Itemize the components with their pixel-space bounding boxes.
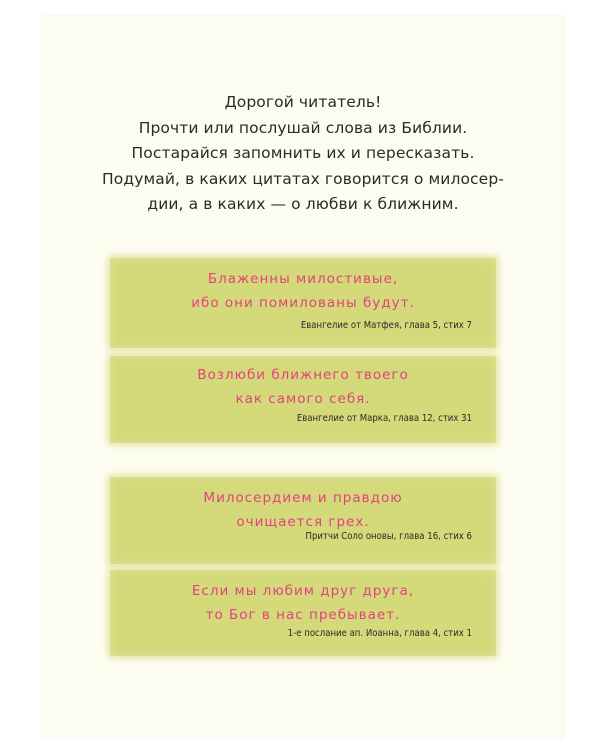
intro-line-remember: Постарайся запомнить их и пересказать.: [131, 144, 475, 162]
quote-source: Евангелие от Матфея, глава 5, стих 7: [300, 320, 472, 331]
quote-line: то Бог в нас пребывает.: [205, 607, 401, 623]
quote-box-proverbs: [110, 477, 496, 564]
quote-text: [110, 579, 496, 627]
quote-line: ибо они помилованы будут.: [191, 295, 415, 311]
quote-source: Притчи Соло оновы, глава 16, стих 6: [305, 531, 472, 542]
book-page: [42, 16, 564, 738]
quote-text: [110, 486, 496, 534]
quote-source: Евангелие от Марка, глава 12, стих 31: [296, 413, 472, 424]
quote-source: 1-е послание ап. Иоанна, глава 4, стих 1: [287, 628, 472, 639]
quote-line: Если мы любим друг друга,: [191, 583, 415, 599]
intro-line-instruction: Прочти или послушай слова из Библии.: [138, 118, 468, 137]
quote-text: [110, 267, 496, 315]
quote-box-mark: [110, 356, 496, 443]
intro-line-greeting: Дорогой читатель!: [224, 93, 382, 111]
quote-box-john: [110, 570, 496, 656]
quote-text: [110, 363, 496, 411]
quote-line: очищается грех.: [236, 514, 370, 530]
quote-line: как самого себя.: [235, 391, 371, 407]
quote-line: Милосердием и правдою: [203, 490, 403, 506]
quote-line: Блаженны милостивые,: [207, 271, 399, 287]
intro-line-think: Подумай, в каких цитатах говорится о милосер-: [102, 169, 504, 188]
intro-line-think-continued: дии, а в каких — о любви к ближним.: [147, 195, 459, 213]
quote-line: Возлюби ближнего твоего: [197, 367, 409, 383]
intro-text: [42, 90, 564, 218]
quote-box-matthew: [110, 258, 496, 348]
